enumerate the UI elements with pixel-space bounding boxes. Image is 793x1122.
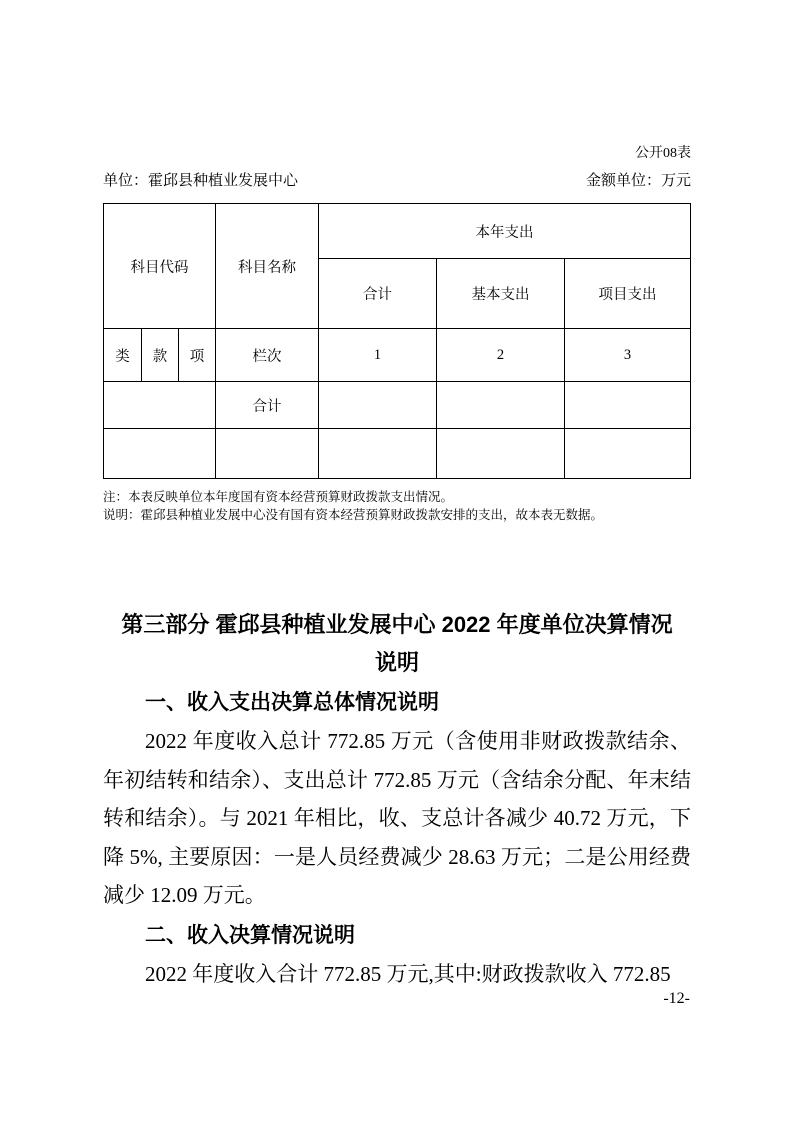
header-current-year-expenditure: 本年支出: [319, 204, 691, 259]
unit-label: 单位：霍邱县种植业发展中心: [103, 173, 299, 189]
column-index-2: 2: [437, 329, 565, 382]
section-title: [103, 606, 691, 682]
code-col-item: 项: [179, 329, 216, 382]
form-number-label: 公开08表: [635, 146, 691, 161]
page-number: -12-: [663, 990, 690, 1007]
table-index-row: [104, 329, 691, 382]
cell-name-total: 合计: [216, 382, 319, 429]
table-header-row-1: [104, 204, 691, 259]
cell-total-empty: [319, 429, 437, 479]
amount-unit-label: 金额单位：万元: [585, 173, 691, 189]
heading-income-expenditure-overview: 一、收入支出决算总体情况说明: [145, 691, 439, 714]
table-explanation: 说明：霍邱县种植业发展中心没有国有资本经营预算财政拨款安排的支出，故本表无数据。: [103, 507, 604, 522]
document-content: [103, 146, 691, 993]
section-title-line-1: 第三部分 霍邱县种植业发展中心 2022 年度单位决算情况: [121, 612, 673, 637]
header-project-expenditure: 项目支出: [565, 259, 691, 329]
heading-income-details: 二、收入决算情况说明: [145, 923, 355, 947]
header-total: 合计: [319, 259, 437, 329]
header-subject-name: 科目名称: [216, 204, 319, 329]
table-meta-row: [103, 172, 691, 190]
column-index-3: 3: [565, 329, 691, 382]
cell-total-value: [319, 382, 437, 429]
column-index-label: 栏次: [216, 329, 319, 382]
paragraph-overview: 2022 年度收入总计 772.85 万元（含使用非财政拨款结余、年初结转和结余）、支出总计 772.85 万元（含结余分配、年末结转和结余）。与 2021 年相比，收、支总计各减少 40.72 万元，下降 5%, 主要原因：一是人员经费减少 28.63 万元；二是公用经费减少 12.09 万元。: [103, 729, 691, 907]
cell-code-empty: [104, 429, 216, 479]
table-notes: [103, 489, 691, 524]
cell-basic-value: [437, 382, 565, 429]
paragraph-income-details: 2022 年度收入合计 772.85 万元,其中:财政拨款收入 772.85: [145, 961, 671, 986]
state-capital-expenditure-table: [103, 203, 691, 479]
header-basic-expenditure: 基本支出: [437, 259, 565, 329]
cell-basic-empty: [437, 429, 565, 479]
cell-code-empty: [104, 382, 216, 429]
code-col-class: 类: [104, 329, 142, 382]
table-row-total: [104, 382, 691, 429]
table-row-empty: [104, 429, 691, 479]
table-note: 注：本表反映单位本年度国有资本经营预算财政拨款支出情况。: [103, 490, 454, 504]
cell-name-empty: [216, 429, 319, 479]
header-subject-code: 科目代码: [104, 204, 216, 329]
code-col-section: 款: [142, 329, 179, 382]
cell-project-value: [565, 382, 691, 429]
section-title-line-2: 说明: [374, 650, 419, 675]
cell-project-empty: [565, 429, 691, 479]
column-index-1: 1: [319, 329, 437, 382]
